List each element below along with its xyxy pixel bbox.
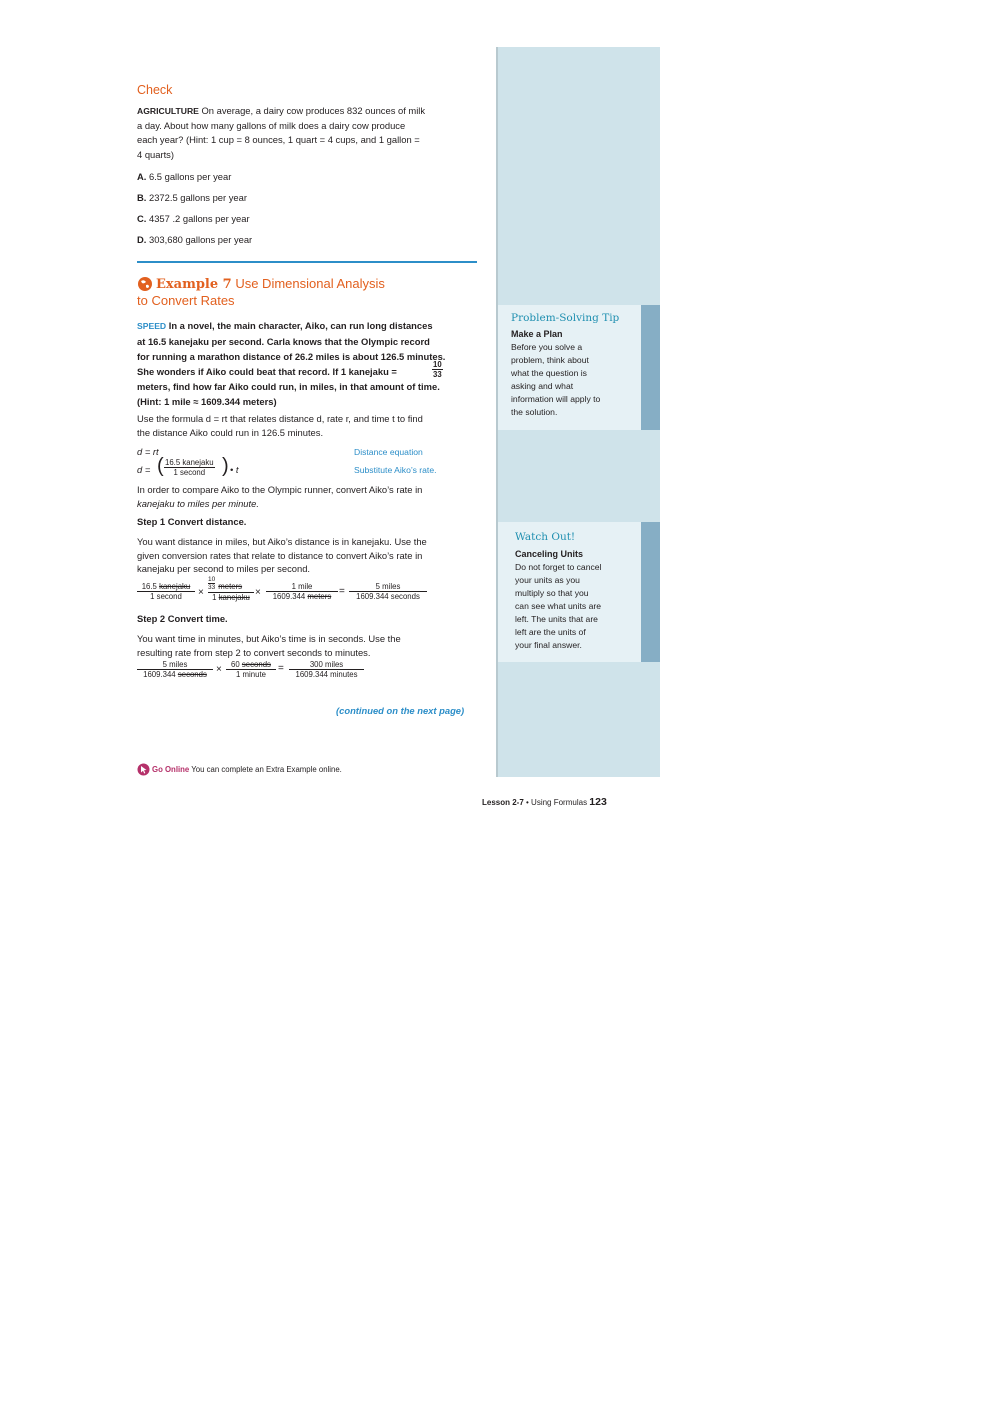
tip-line: left are the units of	[515, 627, 586, 637]
step2-fraction-conversion	[226, 660, 276, 679]
value: 1	[212, 593, 217, 602]
rate-fraction	[164, 458, 215, 477]
step1-fraction-conversion	[208, 576, 254, 603]
intro-line: the distance Aiko could run in 126.5 minutes.	[137, 426, 324, 438]
value: 1609.344	[143, 670, 176, 679]
step2-fraction-result	[289, 660, 364, 679]
fraction-denominator: 33	[208, 584, 216, 591]
check-category: AGRICULTURE	[137, 106, 199, 116]
right-paren: )	[222, 455, 229, 477]
watch-out-box	[498, 522, 641, 662]
option-letter: C.	[137, 213, 147, 224]
step2-line: resulting rate from step 2 to convert seconds to minutes.	[137, 646, 371, 658]
canceled-unit: seconds	[177, 670, 207, 679]
problem-line: for running a marathon distance of 26.2 miles is about 126.5 minutes.	[137, 351, 446, 362]
tip-line: asking and what	[511, 381, 574, 391]
tip-line: left. The units that are	[515, 614, 598, 624]
watch-out-title: Watch Out!	[515, 531, 576, 543]
value: 60	[231, 660, 240, 669]
footer-separator: •	[523, 798, 532, 807]
step2-heading: Step 2 Convert time.	[137, 613, 228, 624]
tip-heading: Make a Plan	[511, 329, 563, 339]
tip-line: your units as you	[515, 575, 580, 585]
distance-equation: d = rt	[137, 446, 159, 457]
answer-option-a[interactable]	[137, 170, 231, 185]
step2-text	[137, 632, 492, 659]
problem-line: In a novel, the main character, Aiko, can run long distances	[168, 320, 433, 331]
tip-accent-bar	[641, 305, 660, 430]
option-text: 2372.5 gallons per year	[146, 192, 247, 203]
times-sign: ×	[198, 587, 204, 598]
left-paren: (	[157, 455, 164, 477]
watch-out-heading: Canceling Units	[515, 549, 584, 559]
fraction-denominator: 1609.344 seconds	[356, 592, 420, 601]
step1-text	[137, 535, 492, 576]
answer-option-b[interactable]	[137, 191, 247, 206]
times-sign: ×	[255, 587, 261, 598]
go-online-description: You can complete an Extra Example online.	[189, 765, 342, 774]
intro-line: Use the formula d = rt that relates distance d, rate r, and time t to find	[137, 413, 423, 424]
fraction-denominator: 1609.344 minutes	[295, 670, 358, 679]
compare-text	[137, 483, 492, 510]
tip-line: multiply so that you	[515, 588, 589, 598]
formula-intro	[137, 412, 492, 439]
fraction-denominator: 1 second	[150, 592, 182, 601]
problem-line: (Hint: 1 mile ≈ 1609.344 meters)	[137, 396, 277, 407]
value: 16.5	[141, 582, 157, 591]
meter-fraction	[432, 360, 443, 379]
fraction-denominator: 33	[433, 370, 442, 379]
page-number: 123	[589, 796, 607, 808]
globe-icon	[137, 276, 153, 292]
prompt-line: a day. About how many gallons of milk does a dairy cow produce	[137, 119, 406, 131]
compare-line: In order to compare Aiko to the Olympic runner, convert Aiko’s rate in	[137, 484, 423, 495]
continued-note: (continued on the next page)	[336, 705, 465, 716]
compare-line: kanejaku to miles per minute.	[137, 497, 259, 509]
option-letter: A.	[137, 171, 147, 182]
step1-line: given conversion rates that relate to distance to convert Aiko’s rate in	[137, 549, 423, 561]
check-prompt	[137, 104, 487, 162]
tip-body	[511, 341, 600, 419]
answer-option-c[interactable]	[137, 212, 250, 227]
canceled-unit: kanejaku	[159, 582, 191, 591]
option-letter: B.	[137, 192, 147, 203]
go-online-icon[interactable]	[137, 763, 150, 776]
example-title	[156, 276, 385, 292]
fraction-numerator: 10	[433, 360, 442, 369]
answer-option-d[interactable]	[137, 233, 252, 248]
example-title-line1: Use Dimensional Analysis	[231, 276, 385, 291]
substitution-note: Substitute Aiko’s rate.	[354, 465, 437, 475]
go-online-text	[152, 765, 342, 774]
step1-heading: Step 1 Convert distance.	[137, 516, 247, 527]
check-heading: Check	[137, 83, 173, 97]
tip-line: problem, think about	[511, 355, 589, 365]
option-text: 6.5 gallons per year	[146, 171, 232, 182]
continued-text: continued on the next page	[339, 705, 462, 716]
go-online-link[interactable]: Go Online	[152, 765, 190, 774]
step1-fraction-mile	[266, 582, 338, 601]
page-footer	[482, 796, 607, 808]
fraction-denominator: 1 second	[173, 468, 206, 477]
canceled-unit: kanejaku	[218, 593, 250, 602]
step2-line: You want time in minutes, but Aiko’s time is in seconds. Use the	[137, 633, 401, 644]
problem-line: meters, find how far Aiko could run, in miles, in that amount of time.	[137, 381, 440, 392]
step1-line: You want distance in miles, but Aiko’s distance is in kanejaku. Use the	[137, 536, 427, 547]
problem-line: at 16.5 kanejaku per second. Carla knows that the Olympic record	[137, 336, 430, 347]
step1-line: kanejaku per second to miles per second.	[137, 563, 311, 574]
distance-equation-note: Distance equation	[354, 447, 423, 457]
prompt-line: On average, a dairy cow produces 832 ounces of milk	[198, 105, 426, 116]
tip-line: what the question is	[511, 368, 587, 378]
step1-fraction-rate	[137, 582, 195, 601]
lesson-label: Lesson 2-7	[482, 798, 524, 807]
section-divider	[137, 261, 477, 263]
canceled-unit: meters	[218, 582, 243, 591]
watch-out-body	[515, 561, 601, 652]
substitution-lhs: d =	[137, 464, 151, 475]
value: 1609.344	[272, 592, 306, 601]
problem-solving-tip-box	[498, 305, 641, 430]
times-sign: ×	[216, 664, 222, 675]
example-problem	[137, 318, 497, 409]
equals-sign: =	[339, 586, 345, 597]
equals-sign: =	[278, 663, 284, 674]
tip-line: information will apply to	[511, 394, 601, 404]
fraction-numerator: 16.5 kanejaku	[165, 458, 214, 467]
step2-fraction-rate	[137, 660, 213, 679]
option-text: 303,680 gallons per year	[146, 234, 253, 245]
tip-line: Before you solve a	[511, 342, 583, 352]
tip-title: Problem-Solving Tip	[511, 312, 620, 324]
fraction-denominator: 1 minute	[236, 670, 266, 679]
fraction-numerator: 5 miles	[137, 660, 213, 670]
fraction-numerator: 5 miles	[349, 582, 427, 592]
option-text: 4357 .2 gallons per year	[146, 213, 250, 224]
canceled-unit: meters	[307, 592, 332, 601]
tip-line: the solution.	[511, 407, 558, 417]
tip-line: your final answer.	[515, 640, 582, 650]
substitution-rhs: • t	[230, 464, 239, 475]
example-label: Example 7	[156, 277, 232, 292]
prompt-line: each year? (Hint: 1 cup = 8 ounces, 1 quart = 4 cups, and 1 gallon =	[137, 134, 420, 145]
canceled-unit: seconds	[241, 660, 271, 669]
option-letter: D.	[137, 234, 147, 245]
fraction-numerator: 300 miles	[289, 660, 364, 670]
fraction-numerator: 1 mile	[266, 582, 338, 592]
step1-fraction-result	[349, 582, 427, 601]
example-category: SPEED	[137, 321, 167, 331]
fraction-numerator: 10	[208, 576, 216, 583]
prompt-line: 4 quarts)	[137, 148, 174, 160]
watch-out-accent-bar	[641, 522, 660, 662]
problem-line: She wonders if Aiko could beat that record. If 1 kanejaku =	[137, 366, 397, 377]
tip-line: can see what units are	[515, 601, 601, 611]
lesson-topic: Using Formulas	[531, 798, 588, 807]
example-title-line2: to Convert Rates	[137, 293, 235, 308]
tip-line: Do not forget to cancel	[515, 562, 602, 572]
